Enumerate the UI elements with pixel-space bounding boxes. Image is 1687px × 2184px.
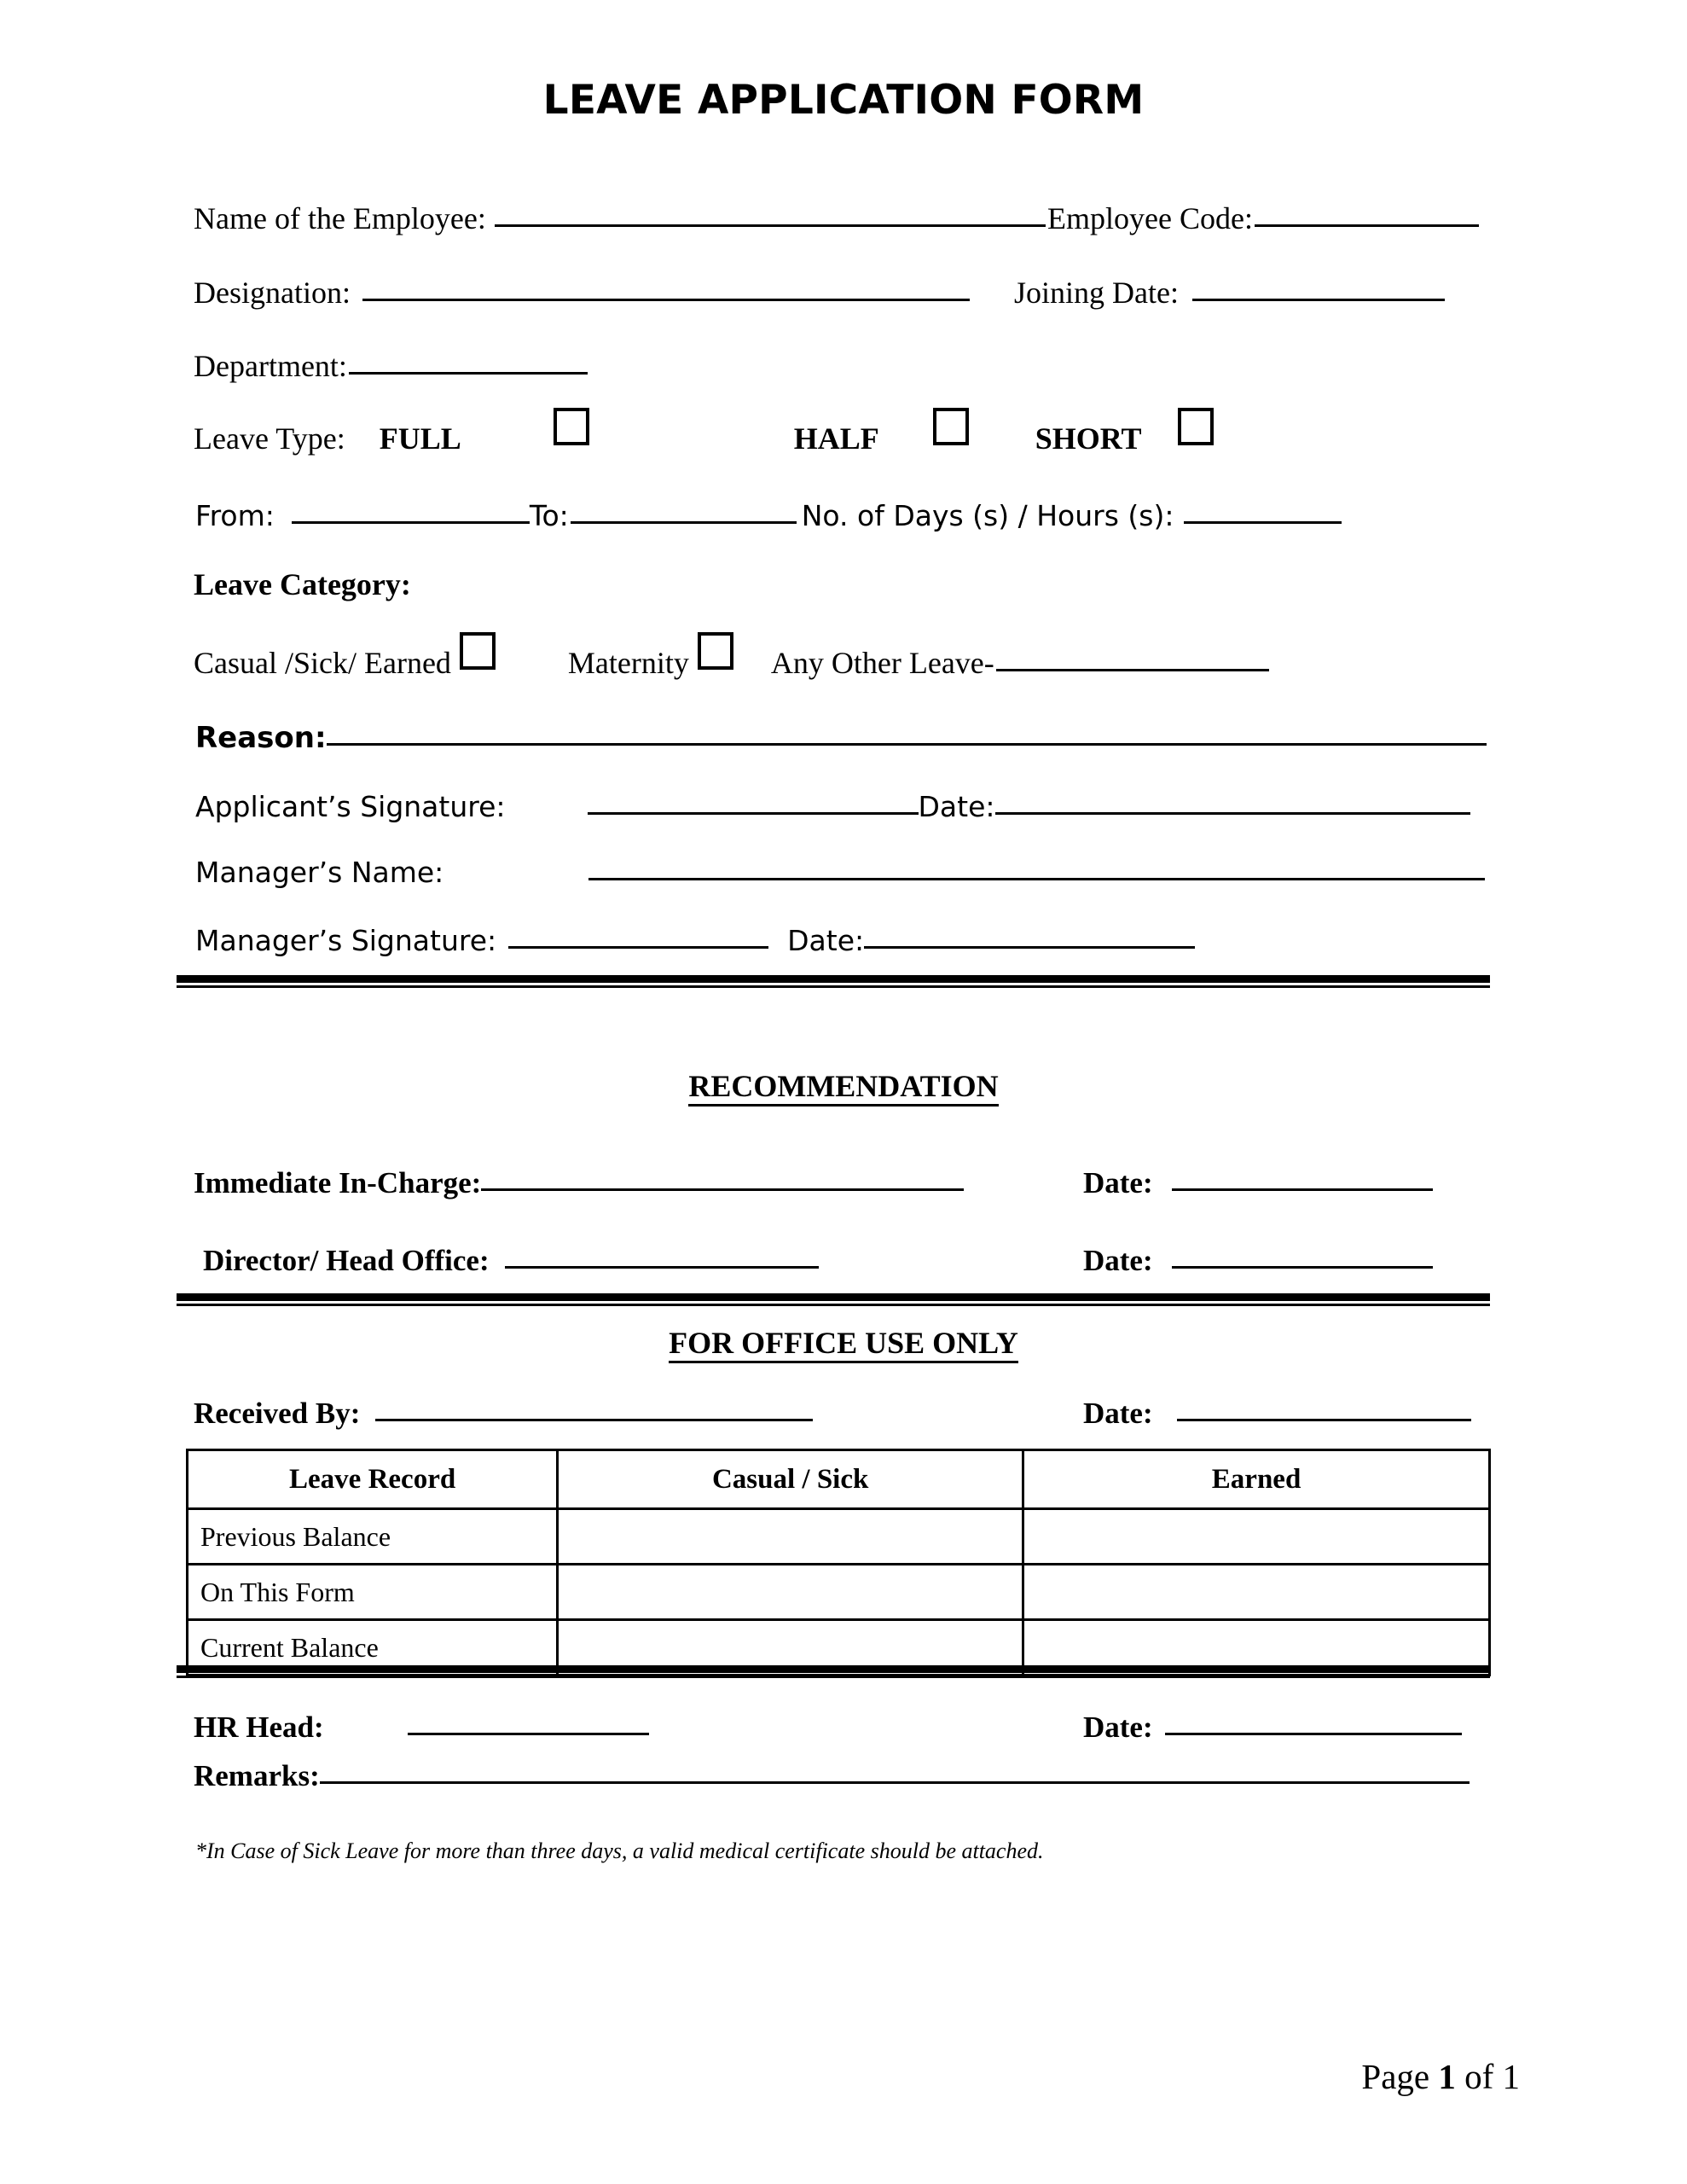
leave-type-option-half-label: HALF [793,421,879,456]
joining-date-label: Joining Date: [1014,276,1179,310]
hr-head-date-input[interactable] [1165,1733,1462,1735]
director-head-office-row [203,1244,819,1278]
row-label-current-balance: Current Balance [188,1620,558,1676]
any-other-leave-input[interactable] [996,669,1269,671]
employee-code-row [1047,200,1479,236]
leave-category-checkbox-maternity[interactable] [698,632,733,670]
leave-type-checkbox-full[interactable] [554,408,589,445]
divider-thin-line [177,985,1490,988]
column-header-earned: Earned [1023,1450,1490,1509]
designation-row [194,275,970,311]
column-header-leave-record: Leave Record [188,1450,558,1509]
employee-name-input[interactable] [495,224,1046,227]
director-head-office-input[interactable] [505,1266,819,1269]
immediate-incharge-date-input[interactable] [1172,1188,1433,1191]
hr-head-label: HR Head: [194,1711,324,1744]
to-label: To: [529,499,569,532]
column-header-casual-sick: Casual / Sick [558,1450,1023,1509]
remarks-row [194,1759,1470,1793]
any-other-leave-label: Any Other Leave- [770,646,994,680]
received-by-label: Received By: [194,1397,361,1430]
immediate-incharge-date-row [1083,1166,1433,1200]
office-use-heading [0,1325,1687,1361]
applicant-date-input[interactable] [995,812,1470,815]
manager-date-label: Date: [787,924,865,957]
table-header-row [188,1450,1490,1509]
divider-above-office-use [177,1293,1490,1306]
employee-code-label: Employee Code: [1047,201,1253,235]
leave-type-checkbox-short[interactable] [1178,408,1214,445]
immediate-incharge-date-label: Date: [1083,1166,1153,1199]
director-date-label: Date: [1083,1244,1153,1277]
divider-thin-line [177,1676,1490,1678]
leave-category-heading-text: Leave Category: [194,567,411,601]
leave-category-heading [194,566,411,602]
manager-date-input[interactable] [864,946,1195,949]
reason-row [195,721,1487,755]
page-number-total: 1 [1502,2057,1520,2096]
manager-name-row [195,856,1485,889]
divider-above-recommendation [177,975,1490,988]
leave-type-label: Leave Type: [194,421,345,456]
received-date-row [1083,1397,1471,1431]
maternity-label: Maternity [567,646,689,680]
duration-row [195,499,1342,532]
to-input[interactable] [571,521,797,524]
director-date-input[interactable] [1172,1266,1433,1269]
hr-date-row [1083,1711,1462,1745]
cell-previous-balance-casual-sick[interactable] [558,1509,1023,1565]
received-date-label: Date: [1083,1397,1153,1430]
divider-bar [177,1665,1490,1673]
row-label-on-this-form: On This Form [188,1565,558,1620]
page-number [1361,2056,1520,2097]
department-row [194,348,588,384]
from-input[interactable] [292,521,530,524]
office-use-heading-text: FOR OFFICE USE ONLY [669,1326,1018,1363]
hr-head-date-label: Date: [1083,1711,1153,1744]
page-title: LEAVE APPLICATION FORM [542,77,1145,124]
leave-type-checkbox-half[interactable] [933,408,969,445]
manager-signature-label: Manager’s Signature: [195,924,497,957]
employee-name-label: Name of the Employee: [194,201,486,235]
page-number-prefix: Page [1361,2057,1430,2096]
department-label: Department: [194,349,347,383]
cell-previous-balance-earned[interactable] [1023,1509,1490,1565]
leave-type-option-full-label: FULL [379,421,461,456]
reason-input[interactable] [327,743,1487,746]
director-date-row [1083,1244,1433,1278]
divider-bar [177,1293,1490,1301]
applicant-signature-row [195,790,1470,823]
cell-on-this-form-casual-sick[interactable] [558,1565,1023,1620]
leave-record-table [186,1449,1491,1676]
joining-date-row [1014,275,1445,311]
manager-name-input[interactable] [588,878,1485,880]
applicant-date-label: Date: [918,790,995,823]
designation-label: Designation: [194,276,351,310]
days-hours-input[interactable] [1184,521,1342,524]
page-number-current: 1 [1438,2057,1456,2096]
page-number-middle: of [1464,2057,1494,2096]
leave-category-options-row [194,636,1269,681]
divider-above-hr [177,1665,1490,1678]
leave-category-checkbox-casual-sick-earned[interactable] [460,632,496,670]
remarks-label: Remarks: [194,1759,320,1792]
applicant-signature-input[interactable] [588,812,919,815]
days-hours-label: No. of Days (s) / Hours (s): [801,499,1174,532]
divider-bar [177,975,1490,983]
recommendation-heading [0,1068,1687,1104]
cell-on-this-form-earned[interactable] [1023,1565,1490,1620]
joining-date-input[interactable] [1192,299,1445,301]
remarks-input[interactable] [320,1781,1470,1784]
hr-head-row [194,1711,649,1745]
row-label-previous-balance: Previous Balance [188,1509,558,1565]
leave-type-option-short-label: SHORT [1035,421,1142,456]
table-row [188,1565,1490,1620]
director-head-office-label: Director/ Head Office: [203,1244,490,1277]
received-date-input[interactable] [1177,1419,1471,1421]
reason-label: Reason: [195,721,327,755]
received-by-row [194,1397,813,1431]
department-input[interactable] [349,372,588,375]
divider-thin-line [177,1304,1490,1306]
manager-signature-input[interactable] [508,946,768,949]
manager-signature-row [195,924,1195,957]
from-label: From: [195,499,275,532]
footnote: *In Case of Sick Leave for more than three days, a valid medical certificate should be attached. [195,1838,1044,1863]
manager-name-label: Manager’s Name: [195,856,444,889]
employee-code-input[interactable] [1255,224,1479,227]
designation-input[interactable] [362,299,970,301]
recommendation-heading-text: RECOMMENDATION [688,1069,998,1107]
leave-type-row [194,411,1214,456]
immediate-incharge-row [194,1166,964,1200]
casual-sick-earned-label: Casual /Sick/ Earned [194,646,451,680]
immediate-incharge-label: Immediate In-Charge: [194,1166,482,1199]
table-row [188,1509,1490,1565]
hr-head-input[interactable] [408,1733,649,1735]
applicant-signature-label: Applicant’s Signature: [195,790,506,823]
employee-name-row [194,200,1046,236]
received-by-input[interactable] [375,1419,813,1421]
immediate-incharge-input[interactable] [481,1188,964,1191]
